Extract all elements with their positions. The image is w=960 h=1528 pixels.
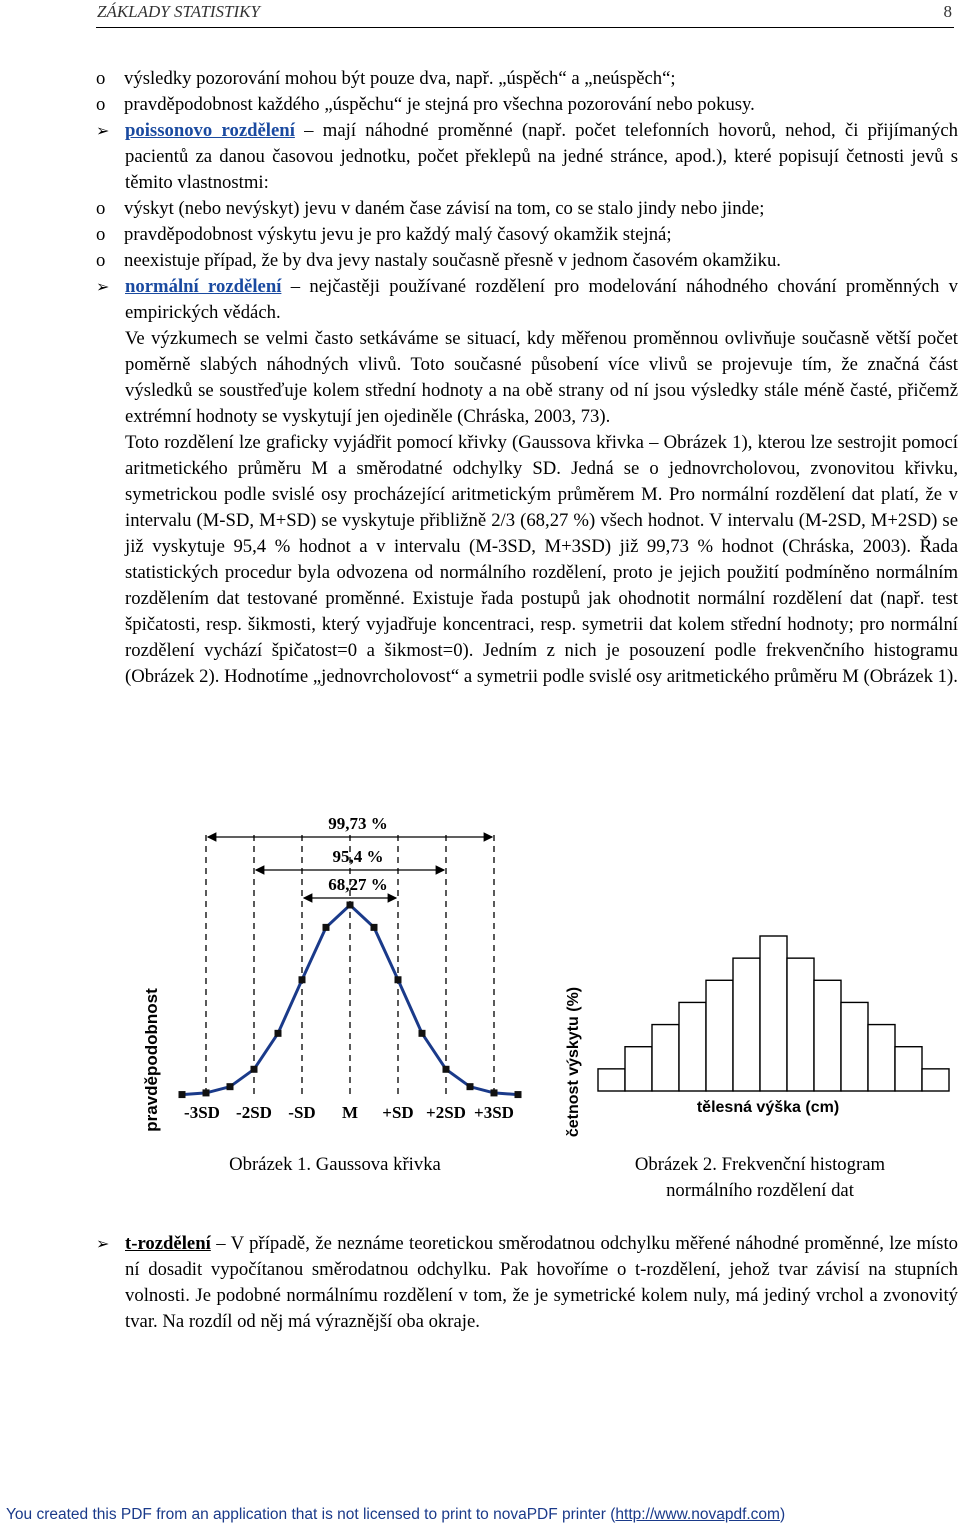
gauss-data-point bbox=[443, 1066, 450, 1073]
circle-bullet-icon: o bbox=[96, 68, 106, 89]
histogram-bar bbox=[733, 958, 760, 1091]
histogram-y-axis-label: četnost výskytu (%) bbox=[565, 986, 582, 1138]
t-dist-lead: – V případě, že neznáme teoretickou směrodatnou odchylku měřené náhodné proměnné, lze místo ní dosadit vypočítanou směrodatnou odchylku. Pak hovoříme o t-rozdělení, jehož tvar závisí na stupních volnosti. Je podobné normálnímu rozdělení v tom, že je symetrické kolem nuly, má jediný vrchol a zvonovitý tvar. Na rozdíl od něj má výraznější oba okraje. bbox=[125, 1233, 958, 1332]
histogram-bar bbox=[679, 1002, 706, 1091]
normal-item bbox=[96, 274, 958, 326]
histogram-bar bbox=[760, 936, 787, 1091]
footer-notice bbox=[0, 1506, 960, 1524]
list-item-text: neexistuje případ, že by dva jevy nastaly současně přesně v jednom časovém okamžiku. bbox=[124, 250, 781, 271]
list-item-text: pravděpodobnost každého „úspěchu“ je stejná pro všechna pozorování nebo pokusy. bbox=[124, 94, 755, 115]
histogram-bar bbox=[868, 1025, 895, 1091]
gauss-data-point bbox=[323, 924, 330, 931]
arrow-bullet-icon: ➢ bbox=[96, 121, 110, 140]
histogram-bar bbox=[814, 980, 841, 1091]
poisson-term: poissonovo rozdělení bbox=[125, 120, 295, 141]
poisson-item bbox=[96, 118, 958, 196]
gauss-data-point bbox=[419, 1030, 426, 1037]
t-dist-term: t-rozdělení bbox=[125, 1233, 211, 1254]
list-item bbox=[96, 92, 958, 118]
circle-bullet-icon: o bbox=[96, 198, 106, 219]
x-tick-label: -SD bbox=[288, 1103, 316, 1122]
list-item bbox=[96, 66, 958, 92]
body-text bbox=[96, 66, 958, 690]
gauss-data-point bbox=[299, 976, 306, 983]
gauss-data-point bbox=[203, 1089, 210, 1096]
list-item bbox=[96, 196, 958, 222]
list-item bbox=[96, 248, 958, 274]
normal-term: normální rozdělení bbox=[125, 276, 282, 297]
gauss-data-point bbox=[251, 1066, 258, 1073]
circle-bullet-icon: o bbox=[96, 94, 106, 115]
histogram-chart bbox=[565, 936, 949, 1137]
figure-2-caption bbox=[590, 1152, 930, 1204]
normal-paragraph-1: Ve výzkumech se velmi často setkáváme se situací, kdy měřenou proměnnou ovlivňuje současně větší počet poměrně slabých náhodných vlivů. Toto současné působení více vlivů se projevuje tím, že značná část výsledků se soustřeďuje kolem střední hodnoty a na obě strany od ní jsou výsledky stále méně časté, přičemž extrémní hodnoty se vyskytují jen ojediněle (Chráska, 2003, 73). bbox=[125, 328, 958, 427]
normal-paragraph-2: Toto rozdělení lze graficky vyjádřit pomocí křivky (Gaussova křivka – Obrázek 1), kterou lze sestrojit pomocí aritmetického průměru M a směrodatné odchylky SD. Jedná se o jednovrcholovou, zvonovitou křivku, symetrickou podle svislé osy procházející aritmetickým průměrem M. Pro normální rozdělení dat platí, že v intervalu (M-SD, M+SD) se vyskytuje přibližně 2/3 (68,27 %) všech hodnot. V intervalu (M-2SD, M+2SD) se již vyskytuje 95,4 % hodnot a v intervalu (M-3SD, M+3SD) již 99,73 % hodnot (Chráska, 2003). Řada statistických procedur byla odvozena od normálního rozdělení, proto je jejich použití podmíněno normálním rozdělením dat testované proměnné. Existuje řada postupů jak ohodnotit normální rozdělení dat (např. test špičatosti, resp. šikmosti, který vyjadřuje koncentraci, resp. symetrii dat kolem střední hodnoty; pro normální rozdělení vychází špičatost=0 a šikmost=0). Jedním z nich je posouzení podle frekvenčního histogramu (Obrázek 2). Hodnotíme „jednovrcholovost“ a symetrii podle svislé osy aritmetického průměru M (Obrázek 1). bbox=[125, 432, 958, 687]
x-tick-label: +3SD bbox=[474, 1103, 514, 1122]
gauss-data-point bbox=[275, 1030, 282, 1037]
gauss-data-point bbox=[491, 1089, 498, 1096]
circle-bullet-icon: o bbox=[96, 250, 106, 271]
gauss-data-point bbox=[227, 1083, 234, 1090]
gauss-chart bbox=[142, 814, 522, 1132]
x-tick-label: +SD bbox=[382, 1103, 414, 1122]
x-tick-label: -2SD bbox=[236, 1103, 272, 1122]
gauss-data-point bbox=[395, 976, 402, 983]
gauss-y-axis-label: pravděpodobnost bbox=[142, 988, 161, 1132]
normal-lead: – nejčastěji používané rozdělení pro modelování náhodného chování proměnných v empirických vědách. bbox=[125, 276, 958, 323]
histogram-bar bbox=[625, 1047, 652, 1091]
histogram-bar bbox=[895, 1047, 922, 1091]
figure-1-caption: Obrázek 1. Gaussova křivka bbox=[229, 1154, 441, 1175]
list-item bbox=[96, 222, 958, 248]
header-title: ZÁKLADY STATISTIKY bbox=[97, 2, 260, 21]
figures bbox=[0, 800, 960, 1220]
x-tick-label: M bbox=[341, 1103, 359, 1122]
histogram-bar bbox=[706, 980, 733, 1091]
histogram-bars bbox=[598, 936, 949, 1091]
histogram-bar bbox=[841, 1002, 868, 1091]
footer-link[interactable]: http://www.novapdf.com bbox=[615, 1506, 780, 1523]
gauss-data-point bbox=[467, 1083, 474, 1090]
figure-2-caption-line-1: Obrázek 2. Frekvenční histogram bbox=[634, 1154, 886, 1175]
poisson-lead: – mají náhodné proměnné (např. počet telefonních hovorů, nehod, či přijímaných pacientů za danou časovou jednotku, počet překlepů na jedné stránce, apod.), které popisují četnosti jevů s těmito vlastnostmi: bbox=[125, 120, 958, 193]
gauss-data-point bbox=[347, 902, 354, 909]
t-distribution-section bbox=[96, 1231, 958, 1335]
interval-label: 68,27 % bbox=[328, 875, 388, 894]
header-rule bbox=[96, 27, 954, 28]
gauss-data-point bbox=[515, 1091, 522, 1098]
circle-bullet-icon: o bbox=[96, 224, 106, 245]
arrow-bullet-icon: ➢ bbox=[96, 1234, 110, 1253]
gauss-data-point bbox=[371, 924, 378, 931]
t-dist-item bbox=[96, 1231, 958, 1335]
footer-tail: ) bbox=[779, 1506, 786, 1523]
list-item-text: výsledky pozorování mohou být pouze dva, např. „úspěch“ a „neúspěch“; bbox=[124, 68, 676, 89]
gauss-x-ticks bbox=[184, 1103, 514, 1122]
histogram-x-axis-label: tělesná výška (cm) bbox=[696, 1099, 840, 1116]
footer-text: You created this PDF from an application that is not licensed to print to novaPDF printer ( bbox=[6, 1506, 616, 1523]
x-tick-label: -3SD bbox=[184, 1103, 220, 1122]
histogram-bar bbox=[787, 958, 814, 1091]
interval-label: 95,4 % bbox=[332, 847, 384, 866]
arrow-bullet-icon: ➢ bbox=[96, 277, 110, 296]
list-item-text: výskyt (nebo nevýskyt) jevu v daném čase závisí na tom, co se stalo jindy nebo jinde; bbox=[124, 198, 765, 219]
histogram-bar bbox=[598, 1069, 625, 1091]
gauss-interval-brackets bbox=[208, 814, 492, 898]
list-item-text: pravděpodobnost výskytu jevu je pro každý malý časový okamžik stejná; bbox=[124, 224, 672, 245]
figure-2-caption-line-2: normálního rozdělení dat bbox=[666, 1180, 854, 1201]
histogram-bar bbox=[652, 1025, 679, 1091]
x-tick-label: +2SD bbox=[426, 1103, 466, 1122]
page-number: 8 bbox=[943, 2, 952, 21]
gauss-data-point bbox=[179, 1091, 186, 1098]
histogram-bar bbox=[922, 1069, 949, 1091]
interval-label: 99,73 % bbox=[328, 814, 388, 833]
